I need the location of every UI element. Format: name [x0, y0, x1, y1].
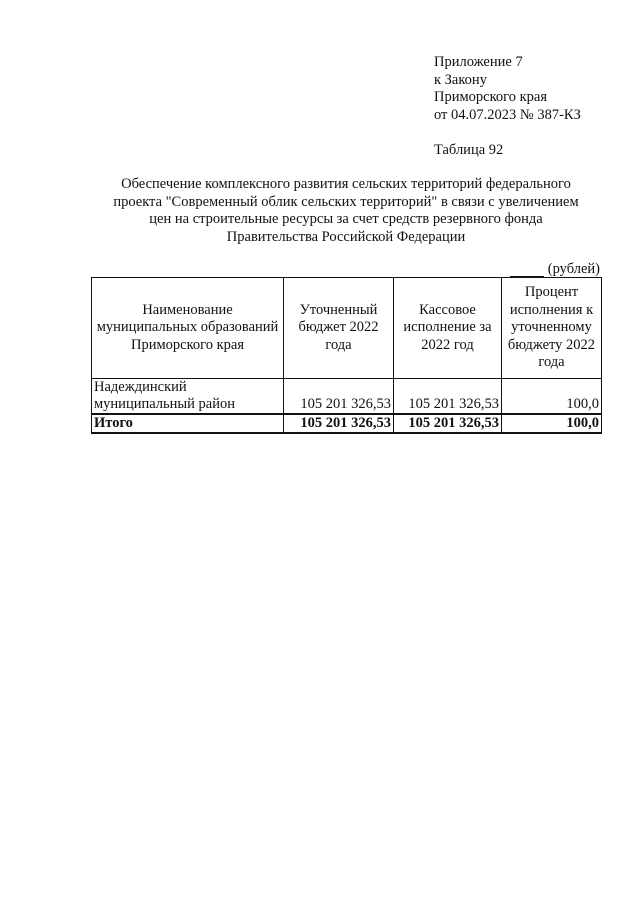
appendix-line: Приложение 7: [434, 54, 523, 70]
column-header-percent: Процент исполнения к уточненному бюджету 2022 года: [502, 278, 602, 379]
title-line: Правительства Российской Федерации: [226, 228, 466, 245]
column-header-execution: Кассовое исполнение за 2022 год: [394, 278, 502, 379]
column-header-municipality: Наименование муниципальных образований Приморского края: [92, 278, 284, 379]
appendix-reference: [434, 54, 581, 124]
cell-total-label: Итого: [92, 414, 284, 433]
cell-execution: 105 201 326,53: [394, 379, 502, 415]
cell-budget: 105 201 326,53: [284, 379, 394, 415]
table-row: [92, 379, 602, 415]
budget-table: [91, 277, 602, 434]
title-line: проекта "Современный облик сельских территорий" в связи с увеличением: [113, 193, 579, 210]
title-line: цен на строительные ресурсы за счет средств резервного фонда: [149, 211, 543, 227]
table-total-row: [92, 414, 602, 433]
appendix-line: Приморского края: [434, 89, 548, 105]
title-line: Обеспечение комплексного развития сельских территорий федерального: [121, 176, 571, 192]
units-label: (рублей): [547, 261, 600, 277]
table-header-row: [92, 278, 602, 379]
cell-municipality: Надеждинский муниципальный район: [92, 379, 284, 415]
cell-percent: 100,0: [502, 379, 602, 415]
column-header-budget: Уточненный бюджет 2022 года: [284, 278, 394, 379]
appendix-line: от 04.07.2023 № 387-КЗ: [434, 106, 581, 123]
document-title: [92, 176, 600, 246]
cell-total-execution: 105 201 326,53: [394, 414, 502, 433]
cell-total-percent: 100,0: [502, 414, 602, 433]
table-number: Таблица 92: [434, 142, 504, 158]
appendix-line: к Закону: [434, 71, 487, 88]
cell-total-budget: 105 201 326,53: [284, 414, 394, 433]
